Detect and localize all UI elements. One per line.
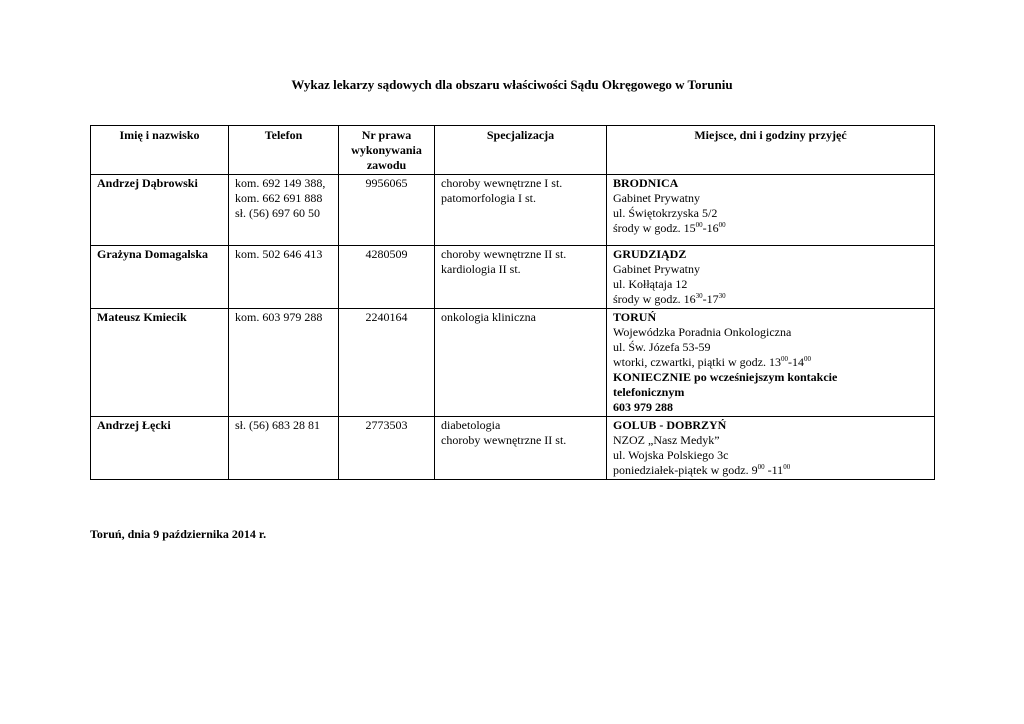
address: ul. Św. Józefa 53-59 [613, 340, 711, 354]
phone-line: kom. 502 646 413 [235, 247, 323, 261]
specialty-line: onkologia kliniczna [441, 310, 536, 324]
hours: wtorki, czwartki, piątki w godz. $13^{00}-14^{00}$ [613, 355, 811, 369]
license-number: 4280509 [339, 246, 435, 309]
doctor-name: Mateusz Kmiecik [91, 309, 229, 417]
page-title: Wykaz lekarzy sądowych dla obszaru właściwości Sądu Okręgowego w Toruniu [291, 77, 733, 92]
license-number: 2773503 [339, 417, 435, 480]
specialty-line: kardiologia II st. [441, 262, 521, 276]
phone-line: kom. 603 979 288 [235, 310, 323, 324]
address: ul. Świętokrzyska 5/2 [613, 206, 718, 220]
doctor-name: Grażyna Domagalska [91, 246, 229, 309]
header-name: Imię i nazwisko [91, 126, 229, 175]
facility: NZOZ „Nasz Medyk” [613, 433, 720, 447]
city: TORUŃ [613, 310, 657, 324]
hours: środy w godz. $15^{00}-16^{00}$ [613, 221, 726, 235]
facility: Gabinet Prywatny [613, 191, 700, 205]
phone-line: kom. 692 149 388, [235, 176, 326, 190]
place-hours [607, 246, 935, 309]
place-hours [607, 309, 935, 417]
header-place: Miejsce, dni i godziny przyjęć [607, 126, 935, 175]
document-date: Toruń, dnia 9 października 2014 r. [90, 527, 267, 541]
hours: środy w godz. $16^{30}-17^{30}$ [613, 292, 726, 306]
doctor-phone [229, 309, 339, 417]
facility: Gabinet Prywatny [613, 262, 700, 276]
table-row [91, 417, 935, 480]
hours: poniedziałek-piątek w godz. $9^{00}$ $-11^{00}$ [613, 463, 791, 477]
phone-line: sł. (56) 697 60 50 [235, 206, 320, 220]
address: ul. Kołłątaja 12 [613, 277, 688, 291]
license-number: 9956065 [339, 175, 435, 246]
header-license: Nr prawa wykonywania zawodu [339, 126, 435, 175]
specialty [435, 175, 607, 246]
header-phone: Telefon [229, 126, 339, 175]
table-row [91, 309, 935, 417]
contact-note: KONIECZNIE po wcześniejszym kontakcie [613, 370, 838, 384]
place-hours [607, 175, 935, 246]
specialty [435, 417, 607, 480]
table-header-row [91, 126, 935, 175]
specialty-line: diabetologia [441, 418, 501, 432]
license-number: 2240164 [339, 309, 435, 417]
specialty [435, 246, 607, 309]
specialty [435, 309, 607, 417]
contact-phone: 603 979 288 [613, 400, 673, 414]
doctor-phone [229, 417, 339, 480]
specialty-line: choroby wewnętrzne II st. [441, 247, 567, 261]
contact-note: telefonicznym [613, 385, 685, 399]
specialty-line: patomorfologia I st. [441, 191, 536, 205]
city: GRUDZIĄDZ [613, 247, 687, 261]
specialty-line: choroby wewnętrzne I st. [441, 176, 563, 190]
phone-line: kom. 662 691 888 [235, 191, 323, 205]
phone-line: sł. (56) 683 28 81 [235, 418, 320, 432]
doctor-phone [229, 246, 339, 309]
doctor-name: Andrzej Łęcki [91, 417, 229, 480]
facility: Wojewódzka Poradnia Onkologiczna [613, 325, 792, 339]
city: BRODNICA [613, 176, 679, 190]
city: GOLUB - DOBRZYŃ [613, 418, 727, 432]
doctors-table [90, 125, 935, 480]
place-hours [607, 417, 935, 480]
specialty-line: choroby wewnętrzne II st. [441, 433, 567, 447]
header-specialty: Specjalizacja [435, 126, 607, 175]
doctor-name: Andrzej Dąbrowski [91, 175, 229, 246]
address: ul. Wojska Polskiego 3c [613, 448, 729, 462]
table-row [91, 246, 935, 309]
table-row [91, 175, 935, 246]
doctor-phone [229, 175, 339, 246]
